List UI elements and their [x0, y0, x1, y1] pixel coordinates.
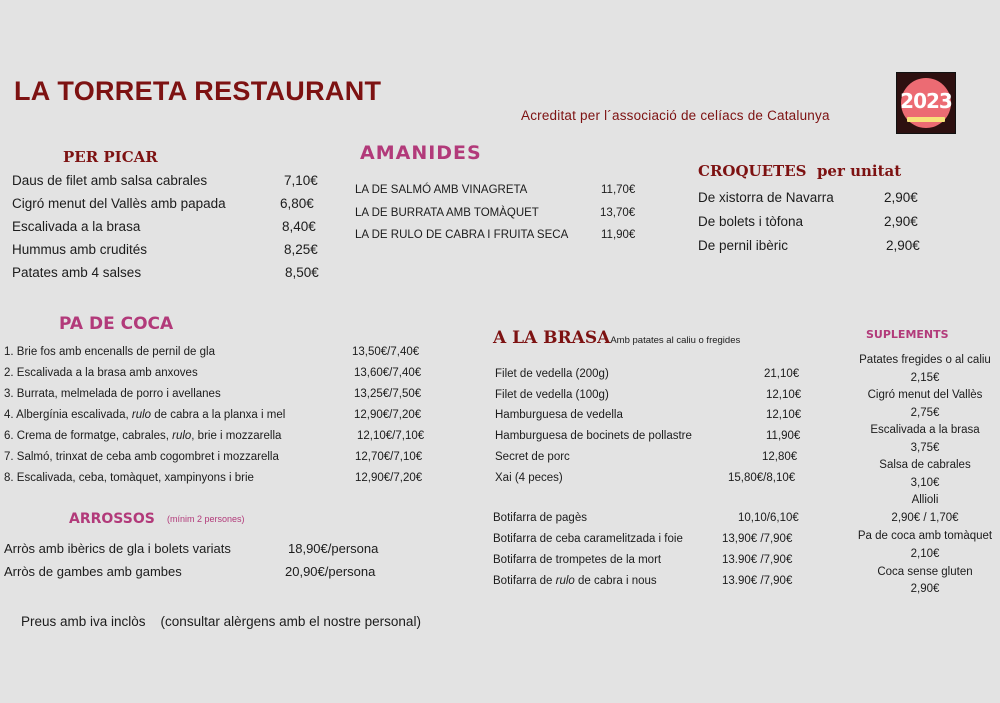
supplement-line: Cigró menut del Vallès: [867, 389, 983, 401]
arrossos-note: (mínim 2 persones): [167, 514, 245, 524]
arrossos-heading: ARROSSOS: [69, 511, 155, 527]
supplement-line: Salsa de cabrales: [879, 459, 971, 471]
celiac-badge-logo: [896, 72, 956, 134]
supplement-line: Escalivada a la brasa: [870, 424, 980, 436]
croquetes-title: CROQUETES: [698, 162, 807, 180]
badge-year: 2023: [900, 89, 952, 113]
footer-note: Preus amb iva inclòs (consultar alèrgens amb el nostre personal): [21, 614, 421, 629]
per-picar-heading: PER PICAR: [63, 148, 158, 166]
supplement-line: 3,75€: [910, 442, 940, 454]
supplement-line: Allioli: [911, 494, 939, 506]
supplement-line: Patates fregides o al caliu: [859, 354, 991, 366]
supplement-line: Coca sense gluten: [877, 566, 973, 578]
restaurant-title: LA TORRETA RESTAURANT: [14, 76, 382, 106]
supplement-line: Pa de coca amb tomàquet: [857, 530, 993, 542]
croquetes-title-suffix: per unitat: [816, 162, 902, 180]
a-la-brasa-subtitle: Amb patates al caliu o fregides: [610, 335, 741, 346]
pa-de-coca-heading: PA DE COCA: [59, 314, 174, 334]
a-la-brasa-heading: [493, 328, 740, 348]
supplement-line: 2,15€: [910, 372, 940, 384]
croquetes-heading: [698, 162, 901, 180]
supplement-line: 3,10€: [910, 477, 940, 489]
amanides-heading: AMANIDES: [360, 142, 482, 164]
accreditation-text: Acreditat per l´associació de celíacs de Catalunya: [521, 108, 830, 123]
a-la-brasa-title: A LA BRASA: [493, 328, 611, 348]
suplements-heading: SUPLEMENTS: [866, 328, 949, 341]
supplement-line: 2,10€: [910, 548, 940, 560]
supplement-line: 2,90€: [910, 583, 940, 595]
supplement-line: 2,90€ / 1,70€: [891, 512, 959, 524]
supplement-line: 2,75€: [910, 407, 940, 419]
